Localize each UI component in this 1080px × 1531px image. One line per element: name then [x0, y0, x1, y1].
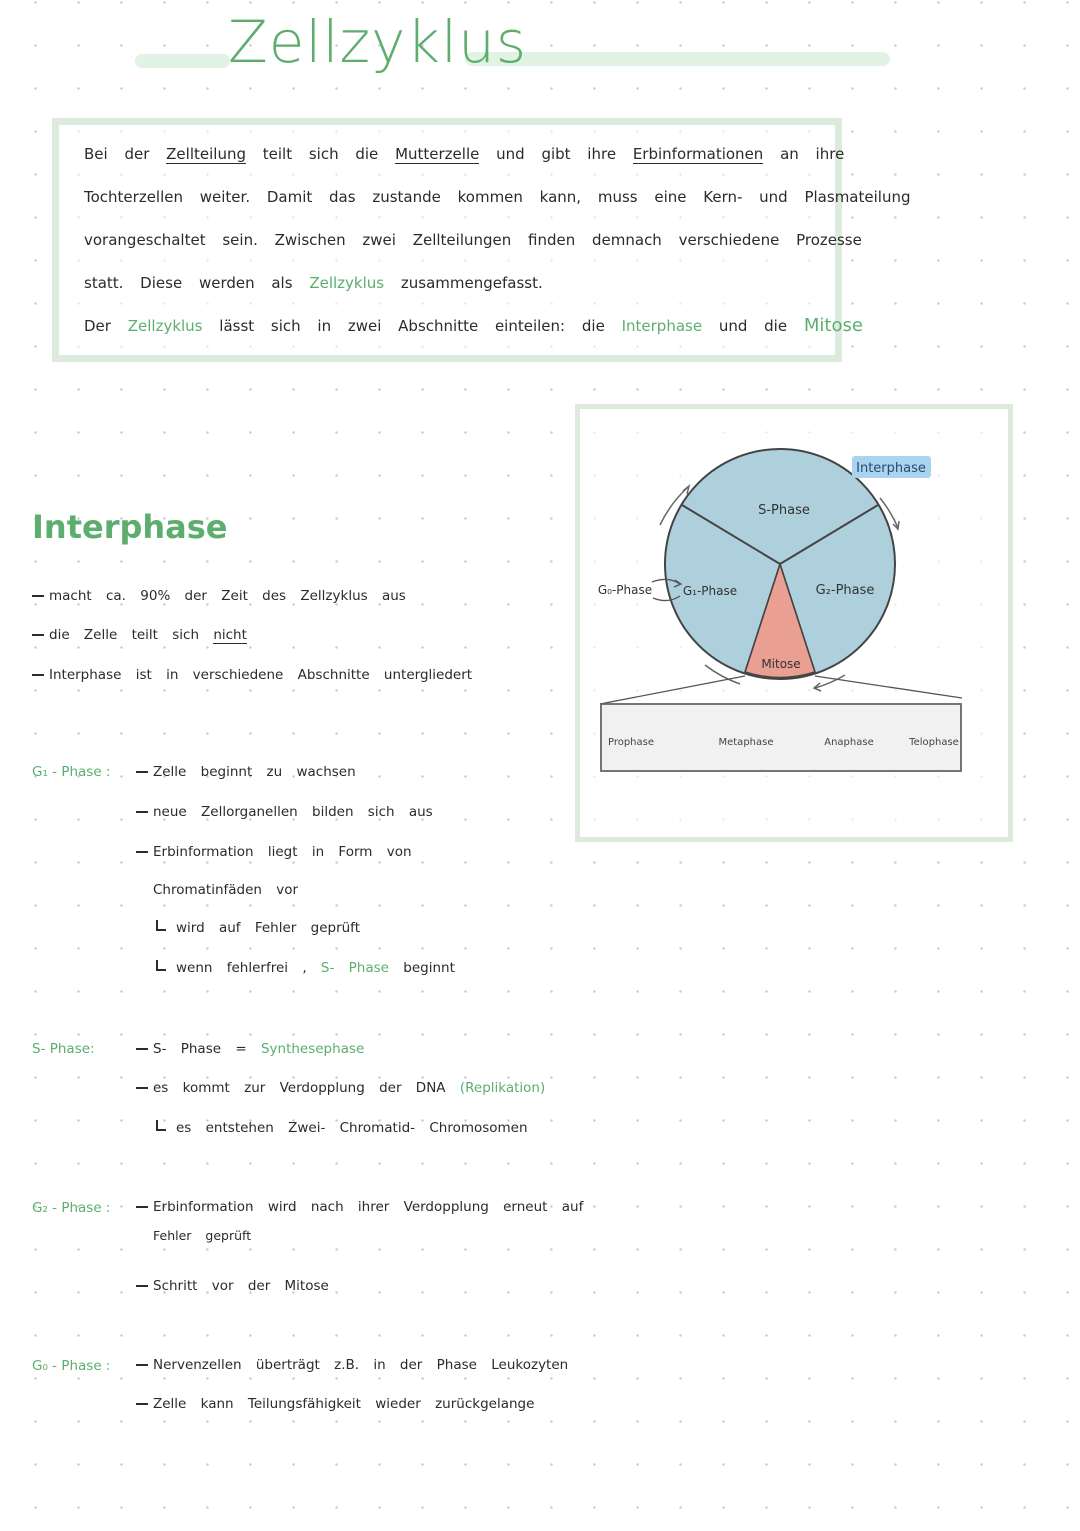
zoom-line-left [600, 676, 745, 704]
bullet-text: Erbinformation wird nach ihrer Verdopplung erneut auf [153, 1199, 584, 1215]
intro-text: lässt sich in zwei Abschnitte einteilen: [219, 317, 566, 335]
arrowhead-icon [683, 486, 689, 494]
bullet-text: macht ca. 90% der Zeit des Zellzyklus aus [49, 588, 406, 604]
s-phase-label: S- Phase: [32, 1041, 95, 1057]
stage-prophase: Prophase [607, 737, 655, 748]
bullet-text: Schritt vor der Mitose [153, 1278, 329, 1294]
mitosis-stages-box [601, 704, 961, 771]
equals-sign: = [235, 1041, 247, 1057]
intro-text: teilt sich die [262, 145, 379, 163]
bullet-text: die Zelle teilt sich [49, 627, 200, 643]
intro-line-2: Tochterzellen weiter. Damit das zustande kommen kann, muss eine Kern- und Plasmateilung [84, 188, 911, 206]
intro-text: an ihre [780, 145, 845, 163]
g2-item-1-cont: Fehler geprüft [153, 1228, 252, 1243]
zoom-line-right [815, 676, 962, 698]
intro-term-interphase: Interphase [621, 317, 703, 335]
stage-metaphase: Metaphase [718, 737, 774, 748]
intro-term-mutterzelle: Mutterzelle [395, 145, 480, 163]
s-phase-sector-label: S-Phase [758, 503, 810, 518]
intro-text: Bei der [84, 145, 150, 163]
g0-phase-label: G₀-Phase [597, 583, 653, 597]
intro-text: die [581, 317, 605, 335]
bullet-text: es kommt zur Verdopplung der DNA [153, 1080, 446, 1096]
interphase-heading: Interphase [32, 508, 228, 546]
term-synthesephase: Synthesephase [260, 1041, 365, 1057]
stage-telophase: Telophase [909, 737, 959, 748]
mitose-sector-label: Mitose [761, 657, 801, 671]
bullet-text: wenn fehlerfrei , [176, 960, 307, 976]
bullet-text: S- Phase [153, 1041, 222, 1057]
bullet-text: Interphase ist in verschiedene Abschnitte untergliedert [49, 667, 473, 683]
bullet-text: Nervenzellen überträgt z.B. in der Phase Leukozyten [153, 1357, 569, 1373]
intro-text: statt. Diese werden als [84, 274, 293, 292]
intro-term-zellteilung: Zellteilung [166, 145, 246, 163]
g1-item-3-cont: Chromatinfäden vor [153, 882, 299, 898]
bullet-text: Erbinformation liegt in Form von [153, 844, 412, 860]
bullet-emphasis-nicht: nicht [213, 627, 247, 643]
intro-term-mitose: Mitose [803, 315, 863, 336]
intro-line-3: vorangeschaltet sein. Zwischen zwei Zellteilungen finden demnach verschiedene Prozesse [84, 231, 862, 249]
bullet-text: Zelle kann Teilungsfähigkeit wieder zurückgelange [153, 1396, 535, 1412]
intro-term-zellzyklus: Zellzyklus [127, 317, 203, 335]
g0-phase-label: G₀ - Phase : [32, 1358, 111, 1374]
interphase-tag: Interphase [856, 461, 926, 476]
g2-phase-label: G₂ - Phase : [32, 1200, 111, 1216]
bullet-text: Zelle beginnt zu wachsen [153, 764, 356, 780]
intro-text: und die [718, 317, 788, 335]
bullet-text: es entstehen Zwei- Chromatid- Chromosomen [176, 1120, 528, 1136]
intro-term-erbinformationen: Erbinformationen [632, 145, 764, 163]
g1-phase-label: G₁ - Phase : [32, 764, 111, 780]
stage-anaphase: Anaphase [824, 737, 874, 748]
page-title: Zellzyklus [228, 8, 528, 76]
bullet-text: neue Zellorganellen bilden sich aus [153, 804, 433, 820]
term-replikation: (Replikation) [459, 1080, 546, 1096]
intro-text: und gibt ihre [496, 145, 617, 163]
bullet-text: beginnt [403, 960, 455, 976]
intro-term-zellzyklus: Zellzyklus [309, 274, 385, 292]
g2-phase-sector-label: G₂-Phase [815, 583, 875, 598]
intro-text: zusammengefasst. [400, 274, 543, 292]
g1-phase-sector-label: G₁-Phase [682, 584, 738, 598]
bullet-text: wird auf Fehler geprüft [176, 920, 360, 936]
intro-text: Der [84, 317, 111, 335]
term-s-phase: S- Phase [320, 960, 389, 976]
